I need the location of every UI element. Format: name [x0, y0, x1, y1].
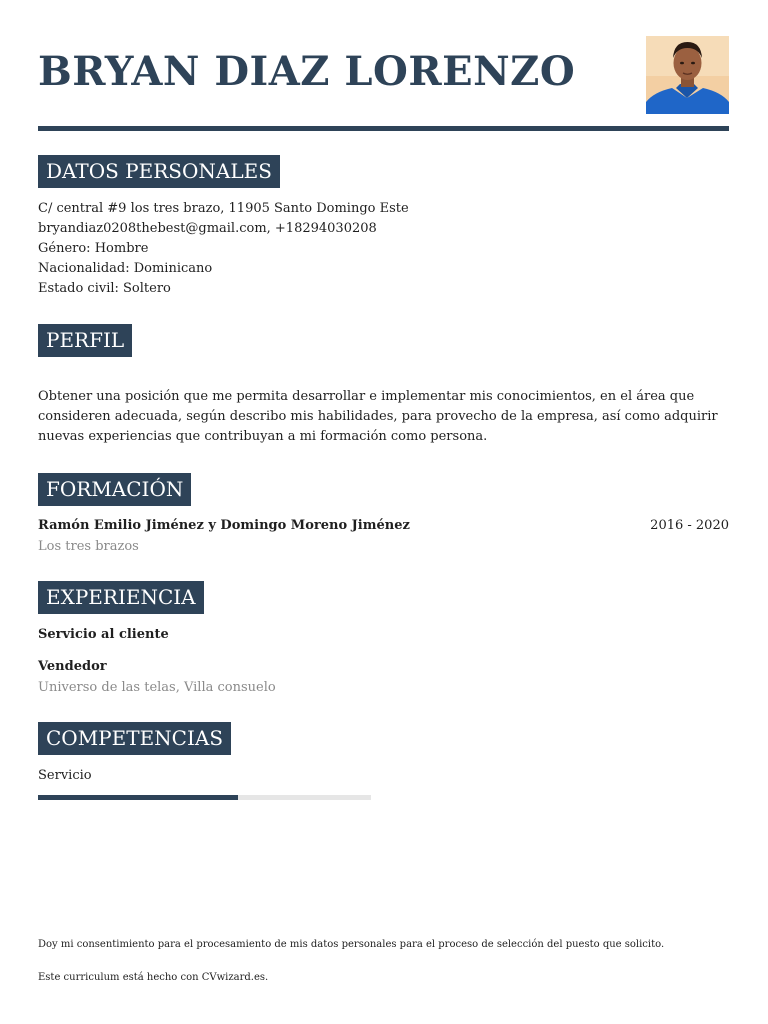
education-school: Ramón Emilio Jiménez y Domingo Moreno Jiménez: [38, 518, 410, 533]
section-title-skills: COMPETENCIAS: [38, 722, 231, 755]
nationality-line: Nacionalidad: Dominicano: [38, 261, 213, 276]
skill-level-bar: [38, 795, 371, 800]
section-title-personal-data: DATOS PERSONALES: [38, 155, 280, 188]
experience-role: Servicio al cliente: [38, 627, 169, 642]
experience-role: Vendedor: [38, 659, 107, 674]
skill-name: Servicio: [38, 768, 92, 783]
address-line: C/ central #9 los tres brazo, 11905 Santo Domingo Este: [38, 201, 409, 216]
header-divider: [38, 126, 729, 131]
experience-place: Universo de las telas, Villa consuelo: [38, 680, 276, 695]
profile-photo: [646, 36, 729, 114]
skill-level-fill: [38, 795, 238, 800]
section-title-education: FORMACIÓN: [38, 473, 191, 506]
education-place: Los tres brazos: [38, 539, 139, 554]
profile-text: Obtener una posición que me permita desarrollar e implementar mis conocimientos, en el área que consideren adecuada, según describo mis habilidades, para provecho de la empresa, así como adquirir nuevas experiencias que contribuyan a mi formación como persona.: [38, 389, 718, 444]
education-years: 2016 - 2020: [650, 518, 729, 533]
marital-status-line: Estado civil: Soltero: [38, 281, 171, 296]
cv-credit: Este curriculum está hecho con CVwizard.es.: [38, 972, 269, 983]
section-title-profile: PERFIL: [38, 324, 132, 357]
gender-line: Género: Hombre: [38, 241, 149, 256]
candidate-name: BRYAN DIAZ LORENZO: [38, 48, 576, 95]
consent-note: Doy mi consentimiento para el procesamiento de mis datos personales para el proceso de selección del puesto que solicito.: [38, 939, 665, 950]
section-title-experience: EXPERIENCIA: [38, 581, 204, 614]
contact-line: bryandiaz0208thebest@gmail.com, +18294030208: [38, 221, 377, 236]
